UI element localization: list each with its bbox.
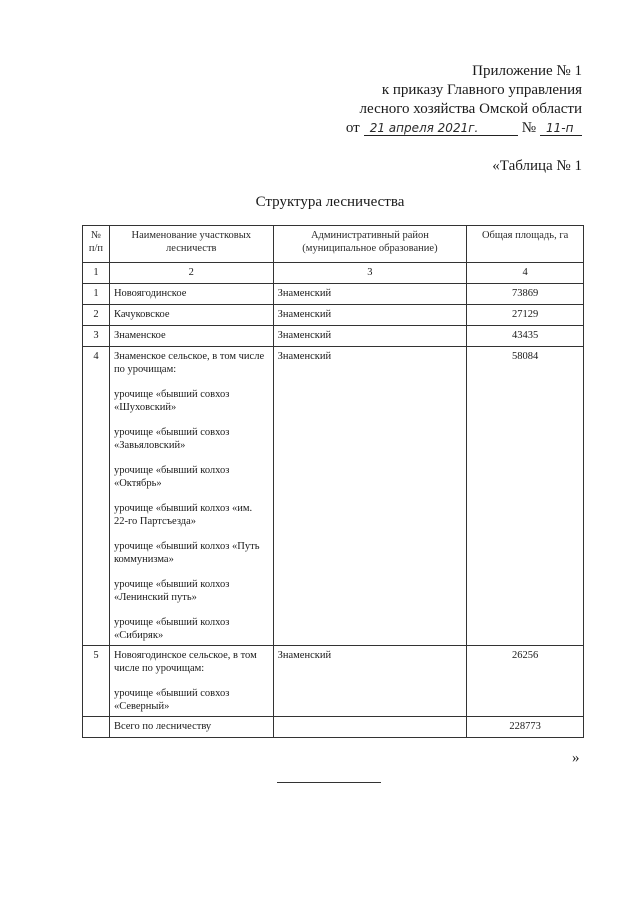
column-number-row	[83, 263, 584, 284]
authority-name: лесного хозяйства Омской области	[359, 101, 582, 117]
tract-name: урочище «бывший колхоз «Сибиряк»	[113, 617, 230, 641]
tract-name: урочище «бывший колхоз «Октябрь»	[113, 465, 230, 489]
forestry-name: Новоягодинское сельское, в том числе по урочищам:	[113, 650, 257, 674]
area-value: 43435	[467, 326, 584, 347]
forestry-name: Качуковское	[109, 305, 273, 326]
table-row	[83, 326, 584, 347]
row-number: 4	[83, 347, 110, 646]
header-cell-name: Наименование участковых лесничеств	[109, 226, 273, 263]
area-value: 26256	[467, 646, 584, 717]
forestry-name-list	[109, 646, 273, 717]
column-number: 1	[83, 263, 110, 284]
table-row	[83, 305, 584, 326]
area-value: 27129	[467, 305, 584, 326]
forestry-name: Новоягодинское	[109, 284, 273, 305]
number-label: №	[521, 120, 536, 136]
handwritten-date: 21 апреля 2021г.	[364, 121, 518, 136]
tract-name: урочище «бывший колхоз «Ленинский путь»	[113, 579, 230, 603]
table-row	[83, 284, 584, 305]
empty-cell	[273, 717, 467, 738]
tract-name: урочище «бывший совхоз «Завьяловский»	[113, 427, 230, 451]
from-label: от	[345, 120, 360, 136]
row-number: 3	[83, 326, 110, 347]
column-number: 4	[467, 263, 584, 284]
handwritten-number: 11-п	[540, 121, 582, 136]
tract-name: урочище «бывший колхоз «Путь коммунизма»	[113, 541, 260, 565]
date-number-line	[346, 119, 582, 138]
district-name: Знаменский	[273, 347, 467, 646]
total-area-value: 228773	[467, 717, 584, 738]
total-row	[83, 717, 584, 738]
column-number: 3	[273, 263, 467, 284]
area-value: 58084	[467, 347, 584, 646]
header-cell-number: № п/п	[83, 226, 110, 263]
forestry-name: Знаменское	[109, 326, 273, 347]
appendix-header	[346, 62, 582, 138]
district-name: Знаменский	[273, 284, 467, 305]
district-name: Знаменский	[273, 646, 467, 717]
tract-name: урочище «бывший совхоз «Шуховский»	[113, 389, 230, 413]
separator-line	[277, 782, 381, 783]
table-row	[83, 646, 584, 717]
document-title: Структура лесничества	[255, 194, 405, 210]
appendix-title: Приложение № 1	[472, 63, 582, 79]
table-reference: «Таблица № 1	[492, 158, 582, 174]
column-number: 2	[109, 263, 273, 284]
district-name: Знаменский	[273, 305, 467, 326]
row-number: 1	[83, 284, 110, 305]
empty-cell	[83, 717, 110, 738]
tract-name: урочище «бывший колхоз «им. 22-го Партсъезда»	[113, 503, 253, 527]
forestry-name-list	[109, 347, 273, 646]
table-header-row	[83, 226, 584, 263]
table-row	[83, 347, 584, 646]
forestry-structure-table	[82, 225, 584, 738]
row-number: 2	[83, 305, 110, 326]
header-cell-district: Административный район (муниципальное образование)	[273, 226, 467, 263]
area-value: 73869	[467, 284, 584, 305]
district-name: Знаменский	[273, 326, 467, 347]
total-label: Всего по лесничеству	[109, 717, 273, 738]
order-reference: к приказу Главного управления	[381, 82, 582, 98]
row-number: 5	[83, 646, 110, 717]
header-cell-area: Общая площадь, га	[467, 226, 584, 263]
tract-name: урочище «бывший совхоз «Северный»	[113, 688, 230, 712]
forestry-name: Знаменское сельское, в том числе по урочищам:	[113, 351, 265, 375]
closing-quote: »	[572, 750, 580, 766]
